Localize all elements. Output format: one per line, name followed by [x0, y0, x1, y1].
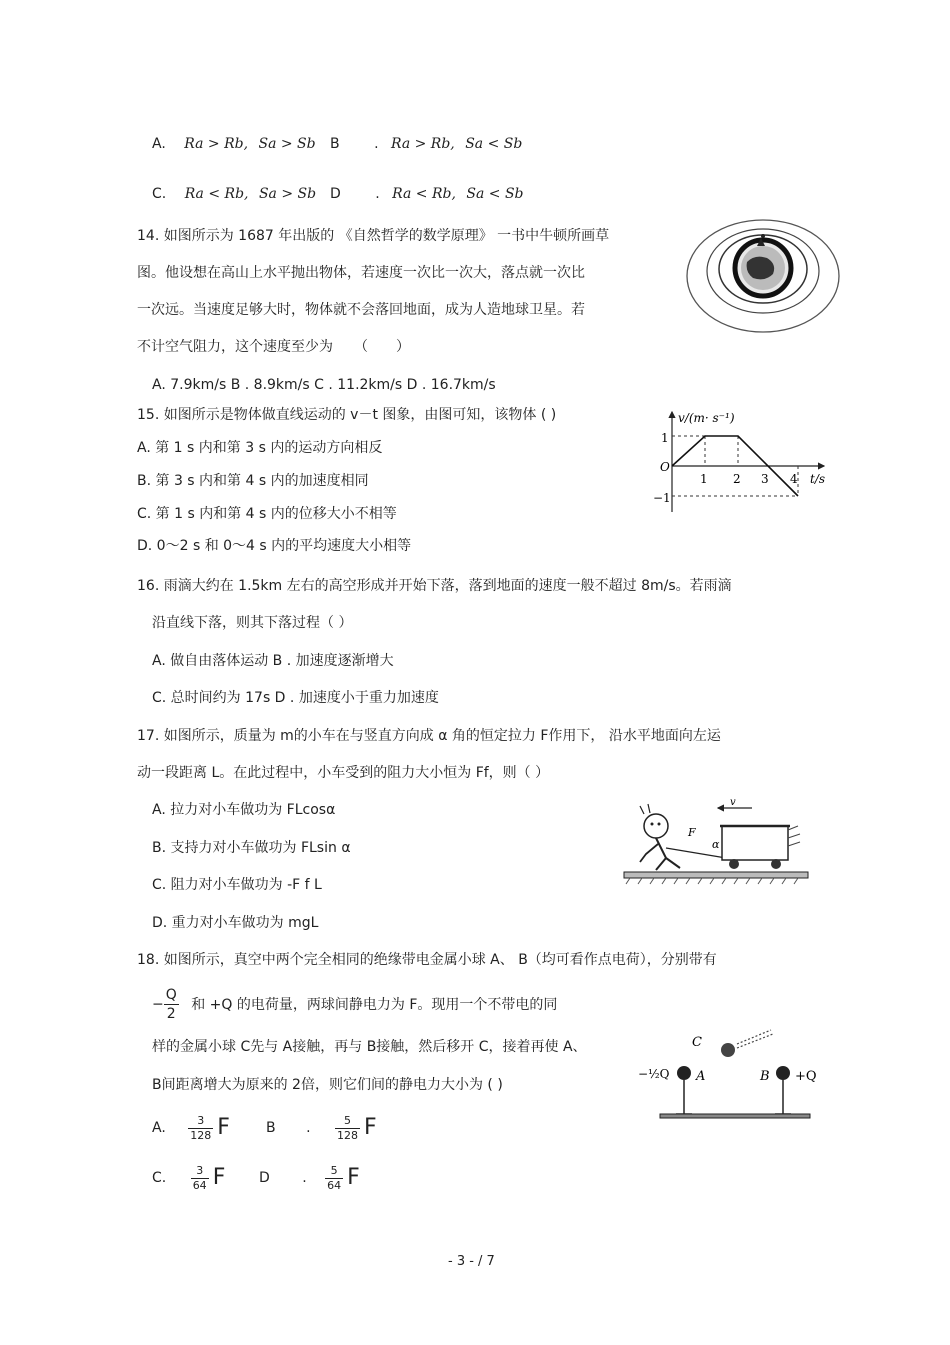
force-unit: F [212, 1165, 226, 1190]
option-letter: B [266, 1120, 276, 1136]
q18-option-d [259, 1160, 360, 1196]
option-dot: . [302, 1170, 307, 1186]
q18-option-c [152, 1160, 225, 1196]
sphere-a [677, 1066, 691, 1080]
math-expression: Ra > Rb, [390, 136, 455, 152]
q13-option-d [330, 184, 524, 204]
q16-line-2: 沿直线下落，则其下落过程（ ） [152, 615, 353, 631]
option-letter: A. [152, 1120, 166, 1136]
option-letter: C. [152, 186, 167, 202]
q15-option-a: A. 第 1 s 内和第 3 s 内的运动方向相反 [137, 440, 383, 456]
q14-line-3: 一次远。当速度足够大时，物体就不会落回地面，成为人造地球卫星。若 [137, 302, 585, 318]
sphere-b [776, 1066, 790, 1080]
q18-line-3: 样的金属小球 C先与 A接触，再与 B接触，然后移开 C，接着再使 A、 [152, 1039, 587, 1055]
math-expression: Ra < Rb, [392, 186, 456, 202]
y-tick-neg1: −1 [653, 491, 671, 505]
q18-line-2: − $\frac{Q}{2}$ 和 +Q 的电荷量，两球间静电力为 F。现用一个不带电的同 [152, 987, 558, 1022]
answer-fraction [188, 1114, 213, 1143]
sphere-b-label: B [760, 1069, 770, 1084]
x-tick-1: 1 [700, 472, 708, 486]
q14-line-2: 图。他设想在高山上水平抛出物体，若速度一次比一次大，落点就一次比 [137, 265, 585, 281]
cart-wheel [729, 859, 739, 869]
q18-line-1: 18. 如图所示，真空中两个完全相同的绝缘带电金属小球 A、 B（均可看作点电荷），分别带有 [137, 952, 717, 968]
option-letter: B [330, 136, 340, 152]
option-dot: . [306, 1120, 311, 1136]
answer-fraction [191, 1164, 209, 1193]
q14-line-1: 14. 如图所示为 1687 年出版的 《自然哲学的数学原理》 一书中牛顿所画草 [137, 228, 610, 244]
q18-option-b [266, 1110, 377, 1146]
q18-line-2-text: 和 +Q 的电荷量，两球间静电力为 F。现用一个不带电的同 [191, 996, 558, 1013]
option-letter: C. [152, 1170, 167, 1186]
fraction-denominator: 64 [192, 1178, 207, 1192]
v-axis-label: v/(m· s⁻¹) [678, 411, 735, 425]
t-axis-label: t/s [810, 472, 826, 486]
option-letter: D [259, 1170, 270, 1186]
q14-options: A. 7.9km/s B . 8.9km/s C . 11.2km/s D . 16.7km/s [152, 377, 496, 393]
fraction-numerator: Q [165, 987, 177, 1003]
option-dot: . [375, 186, 380, 202]
x-tick-3: 3 [761, 472, 769, 486]
math-expression: Ra > Rb, [184, 136, 249, 152]
option-letter: A. [152, 136, 166, 152]
q16-options-ab: A. 做自由落体运动 B . 加速度逐渐增大 [152, 653, 394, 669]
option-letter: D [330, 186, 341, 202]
charged-spheres-figure [636, 1026, 836, 1130]
q17-option-b: B. 支持力对小车做功为 FLsin α [152, 840, 351, 856]
q15-stem: 15. 如图所示是物体做直线运动的 v－t 图象，由图可知，该物体 ( ) [137, 407, 557, 423]
y-tick-1: 1 [661, 431, 669, 445]
sphere-c-label: C [692, 1035, 702, 1050]
velocity-label: v [730, 797, 736, 808]
math-expression: Sa < Sb [466, 186, 524, 202]
option-dot: . [374, 136, 379, 152]
answer-fraction [335, 1114, 360, 1143]
sphere-a-charge: −½Q [638, 1067, 670, 1081]
fraction-denominator: 128 [190, 1128, 212, 1142]
base-board [660, 1114, 810, 1118]
x-tick-4: 4 [790, 472, 798, 486]
math-expression: Ra < Rb, [184, 186, 249, 202]
q16-line-1: 16. 雨滴大约在 1.5km 左右的高空形成并开始下落，落到地面的速度一般不超过 8m/s。若雨滴 [137, 578, 732, 594]
q18-option-a [152, 1110, 230, 1146]
charge-fraction [164, 986, 179, 1023]
fraction-denominator: 2 [166, 1006, 176, 1022]
person-head [644, 814, 668, 838]
sphere-b-charge: +Q [795, 1069, 817, 1084]
page-number: - 3 - / 7 [448, 1254, 495, 1269]
x-tick-2: 2 [733, 472, 741, 486]
fraction-numerator: 3 [191, 1164, 209, 1179]
q18-line-4: B间距离增大为原来的 2倍，则它们间的静电力大小为 ( ) [152, 1077, 503, 1093]
force-label: F [688, 826, 696, 839]
cart-body [722, 826, 788, 860]
answer-fraction [325, 1164, 343, 1193]
sphere-a-label: A [696, 1069, 706, 1084]
math-expression: Sa > Sb [258, 136, 316, 152]
q17-line-2: 动一段距离 L。在此过程中，小车受到的阻力大小恒为 Ff，则（ ） [137, 765, 550, 781]
origin-label: O [660, 460, 670, 474]
newton-cannon-figure [683, 216, 843, 336]
q15-option-d: D. 0～2 s 和 0～4 s 内的平均速度大小相等 [137, 538, 412, 554]
math-expression: Sa < Sb [465, 136, 523, 152]
vt-graph [648, 404, 833, 516]
fraction-numerator: 3 [188, 1114, 213, 1129]
q17-option-d: D. 重力对小车做功为 mgL [152, 915, 319, 931]
force-unit: F [217, 1115, 230, 1140]
q15-option-c: C. 第 1 s 内和第 4 s 内的位移大小不相等 [137, 506, 397, 522]
q17-line-1: 17. 如图所示，质量为 m的小车在与竖直方向成 α 角的恒定拉力 F作用下， 沿水平地面向左运 [137, 728, 721, 744]
ground [624, 872, 808, 878]
cart-wheel [771, 859, 781, 869]
q17-option-c: C. 阻力对小车做功为 -F f L [152, 877, 322, 893]
force-unit: F [363, 1115, 377, 1140]
q17-option-a: A. 拉力对小车做功为 FLcosα [152, 802, 336, 818]
q13-option-c [152, 184, 316, 204]
sphere-c [721, 1043, 735, 1057]
q14-line-4: 不计空气阻力，这个速度至少为 （ ） [137, 339, 410, 355]
q13-option-a [152, 134, 316, 154]
q15-option-b: B. 第 3 s 内和第 4 s 内的加速度相同 [137, 473, 369, 489]
fraction-numerator: 5 [335, 1114, 360, 1129]
cart-figure [622, 796, 810, 886]
fraction-denominator: 128 [336, 1128, 358, 1142]
q16-options-cd: C. 总时间约为 17s D . 加速度小于重力加速度 [152, 690, 439, 706]
fraction-denominator: 64 [327, 1178, 342, 1192]
math-expression: Sa > Sb [258, 186, 317, 202]
q13-option-b [330, 134, 522, 154]
angle-label: α [712, 838, 720, 851]
fraction-numerator: 5 [325, 1164, 343, 1179]
force-unit: F [347, 1165, 360, 1190]
